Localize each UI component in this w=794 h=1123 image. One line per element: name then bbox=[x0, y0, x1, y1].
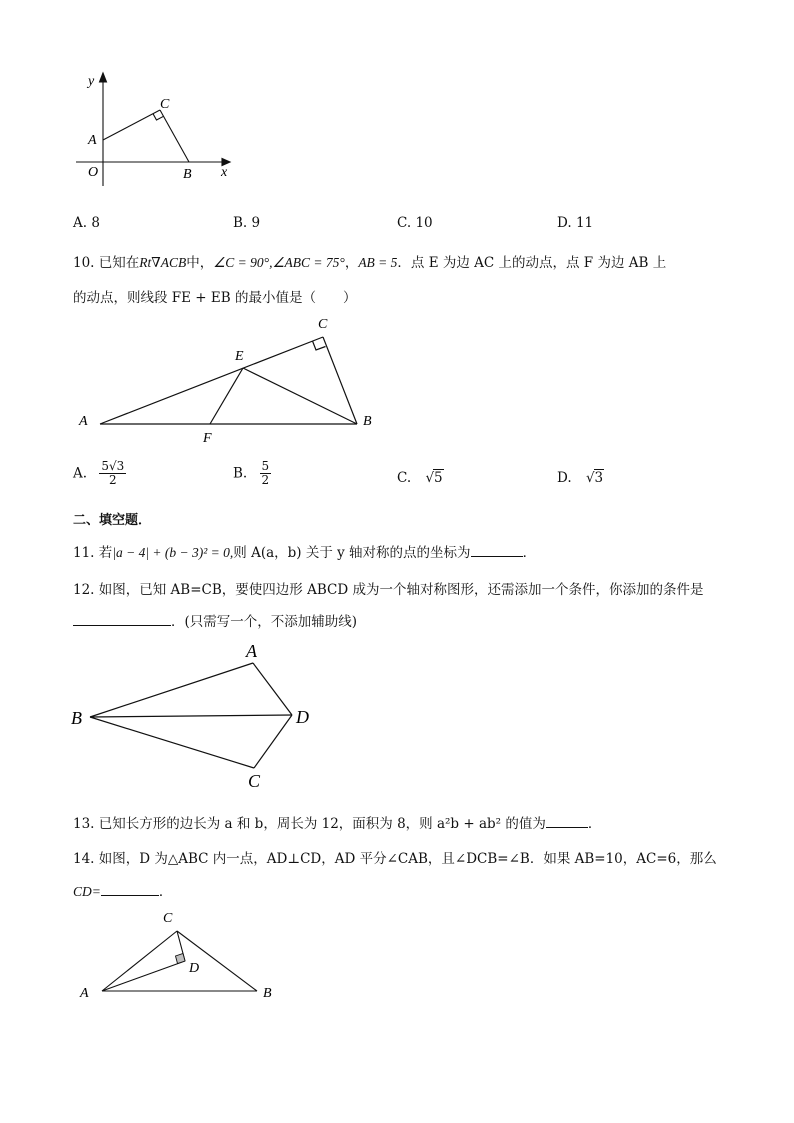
q13-line: 13. 已知长方形的边长为 a 和 b，周长为 12，面积为 8，则 a²b + ab² 的值为 ． bbox=[73, 816, 602, 832]
section-heading: 二、填空题． bbox=[73, 513, 152, 528]
answer-blank[interactable] bbox=[546, 827, 588, 828]
q14-line1: 14. 如图，D 为△ABC 内一点，AD⊥CD，AD 平分∠CAB，且∠DCB=∠B．如果 AB=10，AC=6，那么 bbox=[73, 851, 717, 867]
label-o: O bbox=[88, 165, 99, 180]
q10-option-a: A. $\frac{5√3}{2}$ bbox=[73, 459, 125, 488]
segment-ac bbox=[103, 110, 160, 140]
label-e: E bbox=[235, 349, 244, 364]
q9-option-a: A. 8 bbox=[73, 215, 100, 231]
answer-blank[interactable] bbox=[471, 556, 523, 557]
label-a: A bbox=[246, 641, 257, 661]
label-b: B bbox=[71, 708, 82, 728]
label-b: B bbox=[263, 986, 272, 1001]
q12-line2: ．(只需写一个，不添加辅助线) bbox=[73, 610, 357, 630]
q11-line: 11. 若|a − 4| + (b − 3)² = 0,则 A(a，b) 关于 y 轴对称的点的坐标为 ． bbox=[73, 545, 537, 561]
label-c: C bbox=[318, 317, 328, 332]
q9-option-d: D. 11 bbox=[557, 215, 594, 231]
label-f: F bbox=[203, 431, 212, 446]
label-c: C bbox=[163, 911, 173, 926]
label-y: y bbox=[88, 74, 95, 89]
q14-line2: CD= ． bbox=[73, 884, 173, 900]
q10-figure bbox=[75, 313, 385, 448]
q10-option-c: C. √5 bbox=[397, 470, 443, 486]
label-d: D bbox=[296, 707, 309, 727]
q10-line2: 的动点，则线段 FE + EB 的最小值是（ ） bbox=[73, 290, 357, 306]
label-x: x bbox=[221, 165, 228, 180]
label-a: A bbox=[80, 986, 89, 1001]
y-axis-arrow bbox=[100, 73, 107, 82]
label-b: B bbox=[363, 414, 372, 429]
triangle-symbol: ∇ bbox=[151, 255, 161, 271]
label-b: B bbox=[183, 167, 192, 182]
q10-option-d: D. √3 bbox=[557, 470, 604, 486]
right-angle-mark bbox=[153, 114, 164, 120]
q14-figure bbox=[72, 902, 292, 1007]
answer-blank[interactable] bbox=[101, 895, 159, 896]
q10-line1: 10. 已知在Rt∇ACB中，∠C = 90°,∠ABC = 75°，AB = 5．点 E 为边 AC 上的动点，点 F 为边 AB 上 bbox=[73, 255, 667, 271]
label-d: D bbox=[189, 961, 200, 976]
q10-option-b: B. $\frac{5}{2}$ bbox=[233, 459, 270, 488]
label-a: A bbox=[79, 414, 88, 429]
q12-line1: 12. 如图，已知 AB=CB，要使四边形 ABCD 成为一个轴对称图形，还需添加一个条件，你添加的条件是 bbox=[73, 582, 704, 598]
label-a: A bbox=[88, 133, 97, 148]
q9-figure bbox=[70, 68, 245, 186]
q12-figure bbox=[65, 635, 325, 795]
label-c: C bbox=[248, 771, 261, 791]
answer-blank[interactable] bbox=[73, 625, 171, 626]
q9-option-c: C. 10 bbox=[397, 215, 433, 231]
label-c: C bbox=[160, 97, 170, 112]
right-angle-mark bbox=[313, 341, 326, 350]
segment-cb bbox=[160, 110, 189, 162]
q9-option-b: B. 9 bbox=[233, 215, 261, 231]
